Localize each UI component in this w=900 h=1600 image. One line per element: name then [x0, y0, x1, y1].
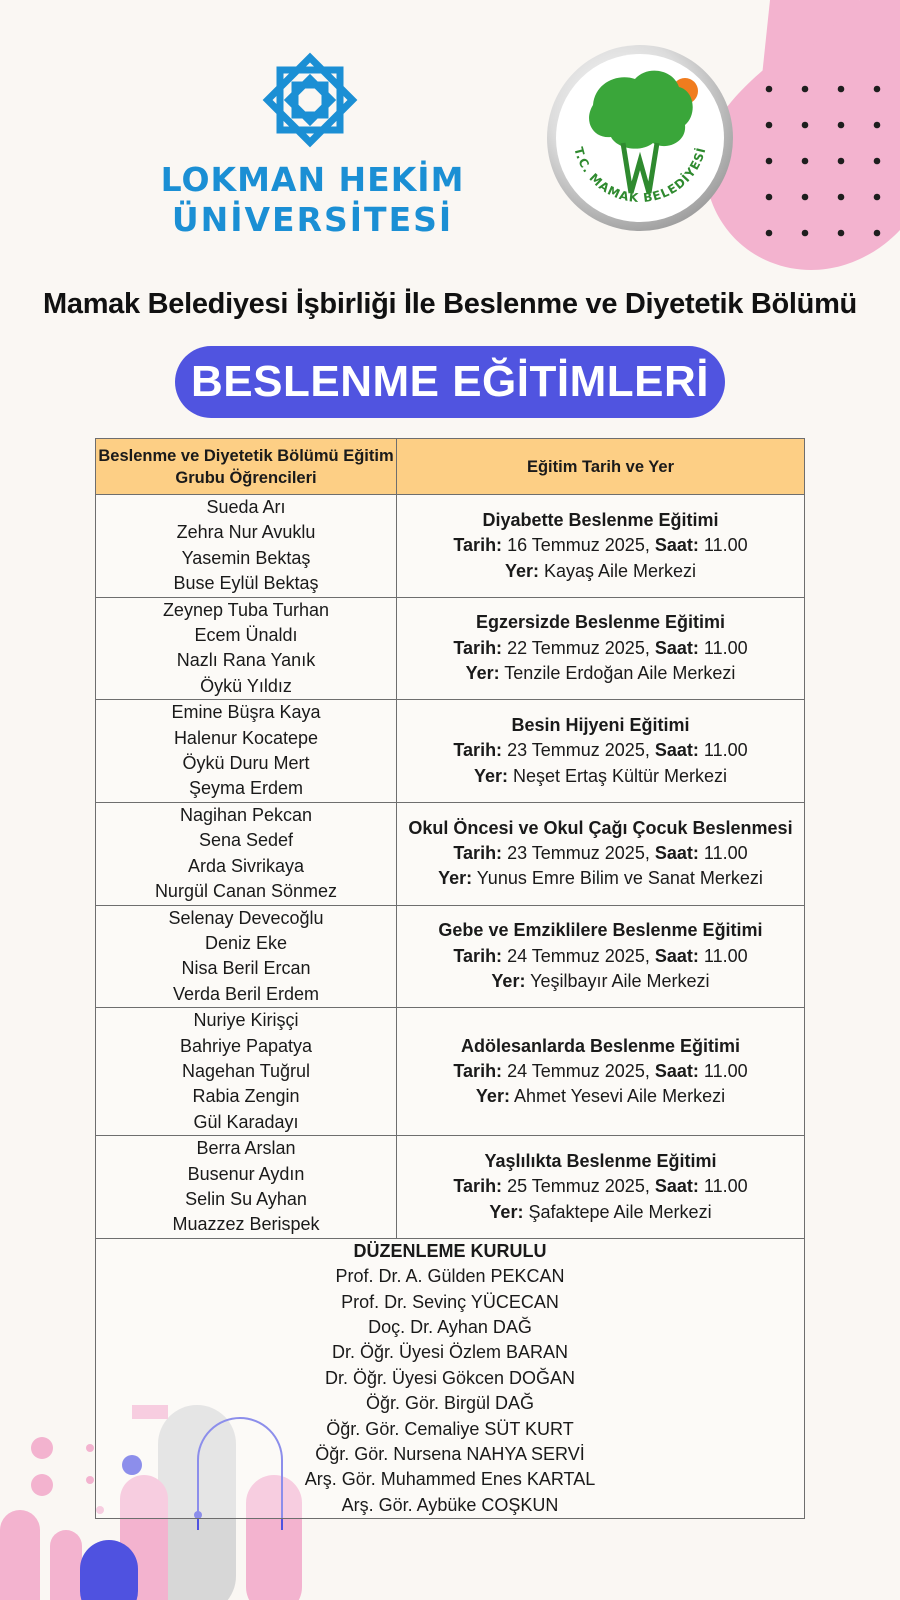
event-place: Neşet Ertaş Kültür Merkezi — [512, 765, 728, 786]
student-name: Muazzez Berispek — [172, 1214, 320, 1235]
committee-member: Arş. Gör. Aybüke COŞKUN — [341, 1494, 559, 1515]
event-place: Kayaş Aile Merkezi — [543, 560, 697, 581]
event-date: 24 Temmuz 2025, — [507, 1060, 650, 1081]
event-date: 22 Temmuz 2025, — [507, 637, 650, 658]
event-date: 23 Temmuz 2025, — [507, 740, 650, 761]
time-label: Saat: — [654, 1176, 699, 1197]
university-name-line2: ÜNİVERSİTESİ — [171, 200, 454, 239]
committee-cell — [96, 1238, 805, 1518]
student-name: Zehra Nur Avuklu — [176, 522, 316, 543]
event-place: Ahmet Yesevi Aile Merkezi — [513, 1086, 726, 1107]
event-time: 11.00 — [703, 1176, 748, 1197]
place-label: Yer: — [489, 1201, 524, 1222]
event-title: Okul Öncesi ve Okul Çağı Çocuk Beslenmesi — [408, 817, 793, 838]
student-name: Sena Sedef — [198, 830, 294, 851]
committee-member: Prof. Dr. Sevinç YÜCECAN — [341, 1291, 559, 1312]
committee-member: Doç. Dr. Ayhan DAĞ — [368, 1317, 532, 1337]
table-row — [96, 1136, 805, 1239]
student-name: Nagehan Tuğrul — [181, 1060, 311, 1081]
student-name: Bahriye Papatya — [179, 1035, 313, 1056]
event-time: 11.00 — [703, 740, 748, 761]
date-label: Tarih: — [453, 1176, 503, 1197]
committee-row — [96, 1238, 805, 1518]
committee-members — [96, 1264, 804, 1518]
date-label: Tarih: — [453, 1060, 503, 1081]
student-name: Selenay Devecoğlu — [168, 907, 324, 928]
student-name: Busenur Aydın — [187, 1163, 305, 1184]
committee-member: Dr. Öğr. Üyesi Özlem BARAN — [331, 1342, 569, 1363]
committee-member: Arş. Gör. Muhammed Enes KARTAL — [304, 1469, 596, 1490]
student-name: Nagihan Pekcan — [179, 804, 313, 825]
event-time: 11.00 — [703, 945, 748, 966]
event-time: 11.00 — [703, 1060, 748, 1081]
event-place-line — [397, 559, 804, 584]
event-place: Yunus Emre Bilim ve Sanat Merkezi — [476, 868, 763, 889]
students-cell — [96, 1136, 397, 1239]
student-name: Berra Arslan — [196, 1138, 296, 1159]
table-row — [96, 597, 805, 700]
time-label: Saat: — [654, 842, 699, 863]
event-cell — [397, 1008, 805, 1136]
committee-member: Öğr. Gör. Nursena NAHYA SERVİ — [315, 1444, 585, 1465]
university-name-line1: LOKMAN HEKİM — [160, 160, 465, 199]
event-title: Gebe ve Emziklilere Beslenme Eğitimi — [438, 920, 763, 941]
event-date: 24 Temmuz 2025, — [507, 945, 650, 966]
student-name: Şeyma Erdem — [188, 778, 304, 799]
students-cell — [96, 905, 397, 1008]
event-date: 16 Temmuz 2025, — [507, 535, 650, 556]
time-label: Saat: — [654, 945, 699, 966]
place-label: Yer: — [491, 971, 526, 992]
place-label: Yer: — [438, 868, 473, 889]
date-label: Tarih: — [453, 740, 503, 761]
table-row — [96, 495, 805, 598]
students-cell — [96, 495, 397, 598]
student-name: Zeynep Tuba Turhan — [162, 599, 330, 620]
event-title: Yaşlılıkta Beslenme Eğitimi — [484, 1150, 717, 1171]
event-cell — [397, 802, 805, 905]
event-date: 23 Temmuz 2025, — [507, 842, 650, 863]
page-title-banner: BESLENME EĞİTİMLERİ — [175, 346, 725, 418]
page-subtitle: Mamak Belediyesi İşbirliği İle Beslenme ve Diyetetik Bölümü — [43, 288, 857, 320]
event-date-line — [397, 944, 804, 969]
committee-member: Öğr. Gör. Cemaliye SÜT KURT — [326, 1418, 574, 1439]
student-name: Deniz Eke — [204, 932, 288, 953]
students-cell — [96, 700, 397, 803]
table-row — [96, 905, 805, 1008]
place-label: Yer: — [504, 560, 539, 581]
student-name: Arda Sivrikaya — [187, 855, 305, 876]
committee-member: Öğr. Gör. Birgül DAĞ — [365, 1393, 535, 1414]
event-place-line — [397, 866, 804, 891]
student-name: Buse Eylül Bektaş — [173, 573, 319, 594]
event-cell — [397, 495, 805, 598]
student-name: Öykü Yıldız — [200, 675, 292, 696]
event-place: Yeşilbayır Aile Merkezi — [530, 971, 710, 992]
place-label: Yer: — [465, 663, 500, 684]
time-label: Saat: — [654, 535, 699, 556]
event-cell — [397, 1136, 805, 1239]
date-label: Tarih: — [453, 945, 503, 966]
university-logo — [160, 40, 465, 240]
training-schedule-table — [95, 438, 805, 1519]
event-place-line — [397, 764, 804, 789]
student-name: Sueda Arı — [206, 497, 286, 517]
place-label: Yer: — [473, 765, 508, 786]
place-label: Yer: — [475, 1086, 510, 1107]
student-name: Nazlı Rana Yanık — [176, 650, 316, 671]
event-cell — [397, 700, 805, 803]
time-label: Saat: — [654, 1060, 699, 1081]
students-cell — [96, 802, 397, 905]
event-cell — [397, 597, 805, 700]
event-date-line — [397, 1059, 804, 1084]
seal-text: T.C. MAMAK BELEDİYESİ — [571, 145, 709, 206]
student-name: Halenur Kocatepe — [173, 727, 319, 748]
event-cell — [397, 905, 805, 1008]
students-cell — [96, 1008, 397, 1136]
student-name: Emine Büşra Kaya — [171, 702, 321, 723]
star-knot-icon — [250, 40, 370, 160]
event-time: 11.00 — [703, 535, 748, 556]
students-cell — [96, 597, 397, 700]
student-name: Verda Beril Erdem — [172, 983, 320, 1004]
student-name: Nuriye Kirişçi — [193, 1010, 299, 1031]
event-place-line — [397, 969, 804, 994]
table-row — [96, 802, 805, 905]
event-date-line — [397, 636, 804, 661]
student-name: Ecem Ünaldı — [194, 625, 298, 646]
student-name: Yasemin Bektaş — [181, 547, 311, 568]
event-title: Besin Hijyeni Eğitimi — [511, 714, 690, 735]
municipality-seal — [545, 43, 735, 233]
event-place-line — [397, 1084, 804, 1109]
table-row — [96, 1008, 805, 1136]
event-place: Tenzile Erdoğan Aile Merkezi — [504, 663, 736, 684]
event-place-line — [397, 661, 804, 686]
student-name: Nurgül Canan Sönmez — [154, 881, 338, 902]
time-label: Saat: — [654, 740, 699, 761]
event-place: Şafaktepe Aile Merkezi — [528, 1201, 712, 1222]
event-date: 25 Temmuz 2025, — [507, 1176, 650, 1197]
event-time: 11.00 — [703, 842, 748, 863]
event-time: 11.00 — [703, 637, 748, 658]
date-label: Tarih: — [453, 637, 503, 658]
committee-title: DÜZENLEME KURULU — [353, 1240, 547, 1261]
header-event: Eğitim Tarih ve Yer — [397, 439, 805, 495]
committee-member: Prof. Dr. A. Gülden PEKCAN — [335, 1266, 565, 1287]
date-label: Tarih: — [453, 842, 503, 863]
student-name: Öykü Duru Mert — [182, 753, 310, 774]
event-title: Adölesanlarda Beslenme Eğitimi — [460, 1035, 741, 1056]
event-title: Diyabette Beslenme Eğitimi — [482, 509, 719, 530]
table-header-row — [96, 439, 805, 495]
committee-member: Dr. Öğr. Üyesi Gökcen DOĞAN — [324, 1367, 576, 1388]
event-date-line — [397, 738, 804, 763]
time-label: Saat: — [654, 637, 699, 658]
table-row — [96, 700, 805, 803]
event-date-line — [397, 841, 804, 866]
student-name: Rabia Zengin — [192, 1086, 300, 1107]
event-date-line — [397, 1174, 804, 1199]
event-date-line — [397, 533, 804, 558]
student-name: Gül Karadayı — [193, 1111, 299, 1132]
student-name: Selin Su Ayhan — [185, 1188, 307, 1209]
event-place-line — [397, 1200, 804, 1225]
event-title: Egzersizde Beslenme Eğitimi — [475, 612, 726, 633]
student-name: Nisa Beril Ercan — [181, 958, 311, 979]
date-label: Tarih: — [453, 535, 503, 556]
header-students: Beslenme ve Diyetetik Bölümü Eğitim Grubu Öğrencileri — [96, 439, 397, 495]
